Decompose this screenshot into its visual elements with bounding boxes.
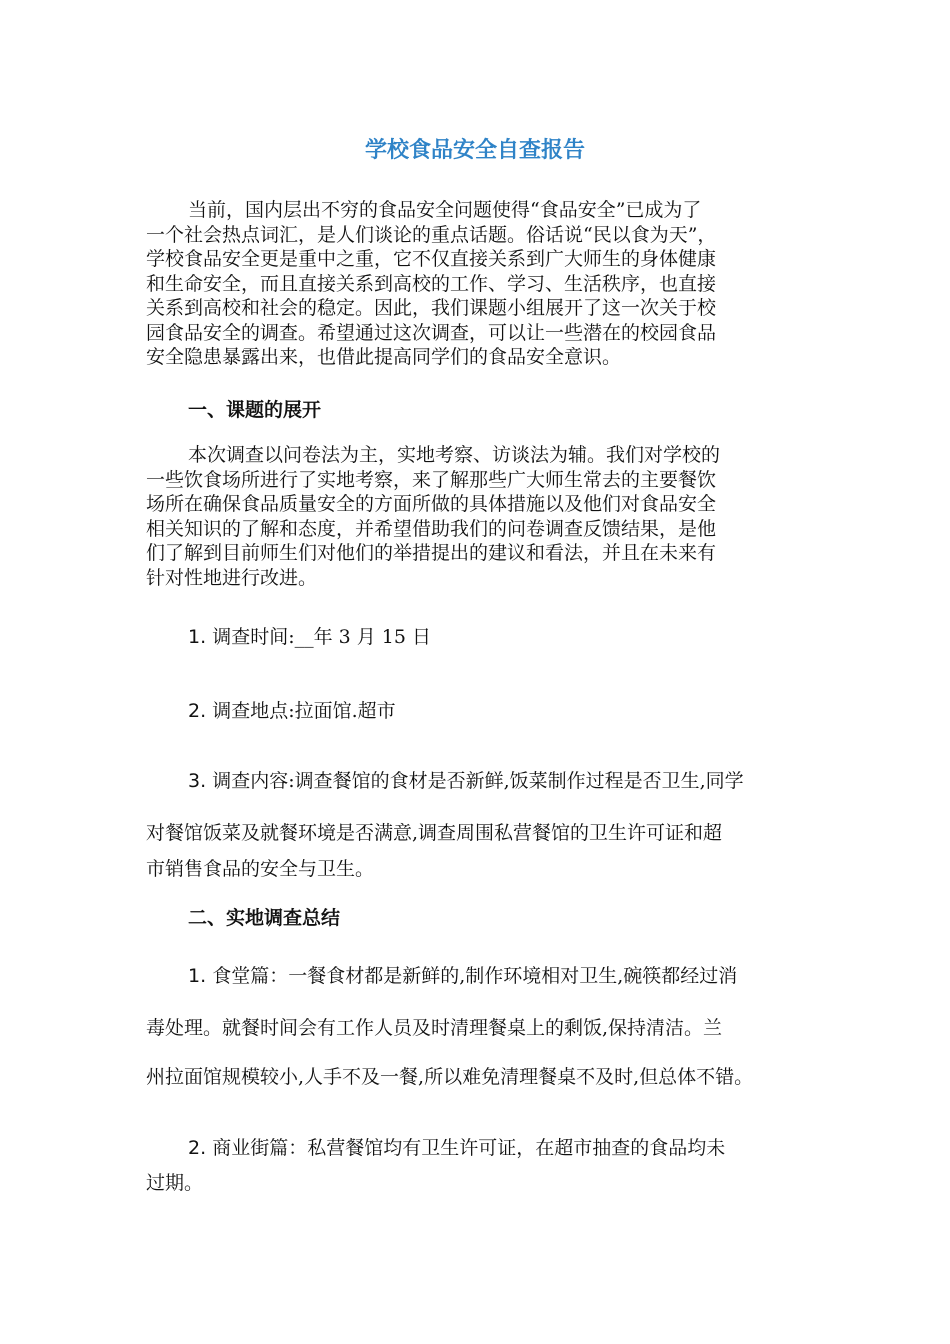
- item-number: 3.: [188, 770, 207, 792]
- body-line: 场所在确保食品质量安全的方面所做的具体措施以及他们对食品安全: [146, 493, 717, 515]
- cafeteria-continuation: 州拉面馆规模较小,人手不及一餐,所以难免清理餐桌不及时,但总体不错。: [146, 1066, 754, 1088]
- body-line: 针对性地进行改进。: [146, 566, 318, 589]
- item-number: 2.: [188, 1137, 207, 1159]
- survey-content-continuation: 市销售食品的安全与卫生。: [146, 858, 375, 880]
- item-text: 食堂篇：一餐食材都是新鲜的,制作环境相对卫生,碗筷都经过消: [212, 965, 738, 987]
- body-line: 相关知识的了解和态度，并希望借助我们的问卷调查反馈结果，是他: [146, 517, 717, 540]
- survey-content-continuation: 对餐馆饭菜及就餐环境是否满意,调查周围私营餐馆的卫生许可证和超: [146, 822, 723, 844]
- commercial-street-continuation: 过期。: [146, 1172, 204, 1194]
- body-line: 一些饮食场所进行了实地考察，来了解那些广大师生常去的主要餐饮: [146, 468, 717, 491]
- item-text: 调查时间:__年 3 月 15 日: [212, 626, 432, 648]
- intro-line: 当前，国内层出不穷的食品安全问题使得“食品安全”已成为了: [188, 199, 702, 221]
- item-text: 商业街篇：私营餐馆均有卫生许可证，在超市抽查的食品均未: [212, 1137, 726, 1159]
- section-1-paragraph: [146, 443, 806, 590]
- section-heading-2: 二、实地调查总结: [188, 907, 341, 929]
- intro-line: 和生命安全，而且直接关系到高校的工作、学习、生活秩序，也直接: [146, 272, 717, 295]
- intro-line: 一个社会热点词汇，是人们谈论的重点话题。俗话说“民以食为天”，: [146, 223, 717, 246]
- item-text: 调查内容:调查餐馆的食材是否新鲜,饭菜制作过程是否卫生,同学: [212, 770, 744, 792]
- intro-line: 关系到高校和社会的稳定。因此，我们课题小组展开了这一次关于校: [146, 297, 717, 319]
- survey-content-item: [188, 768, 744, 794]
- survey-location-item: [188, 698, 396, 724]
- item-number: 1.: [188, 965, 207, 987]
- intro-line: 安全隐患暴露出来，也借此提高同学们的食品安全意识。: [146, 346, 622, 368]
- cafeteria-continuation: 毒处理。就餐时间会有工作人员及时清理餐桌上的剩饭,保持清洁。兰: [146, 1017, 723, 1039]
- item-number: 2.: [188, 700, 207, 722]
- intro-line: 园食品安全的调查。希望通过这次调查，可以让一些潜在的校园食品: [146, 321, 717, 344]
- body-line: 本次调查以问卷法为主，实地考察、访谈法为辅。我们对学校的: [188, 444, 721, 466]
- body-line: 们了解到目前师生们对他们的举措提出的建议和看法，并且在未来有: [146, 542, 717, 564]
- intro-paragraph: [146, 198, 806, 370]
- item-number: 1.: [188, 626, 207, 648]
- document-title: 学校食品安全自查报告: [364, 137, 585, 163]
- cafeteria-item: [188, 963, 737, 989]
- intro-line: 学校食品安全更是重中之重，它不仅直接关系到广大师生的身体健康: [146, 248, 717, 270]
- commercial-street-item: [188, 1135, 725, 1161]
- section-heading-1: 一、课题的展开: [188, 399, 322, 421]
- item-text: 调查地点:拉面馆.超市: [212, 700, 396, 722]
- survey-time-item: [188, 624, 431, 650]
